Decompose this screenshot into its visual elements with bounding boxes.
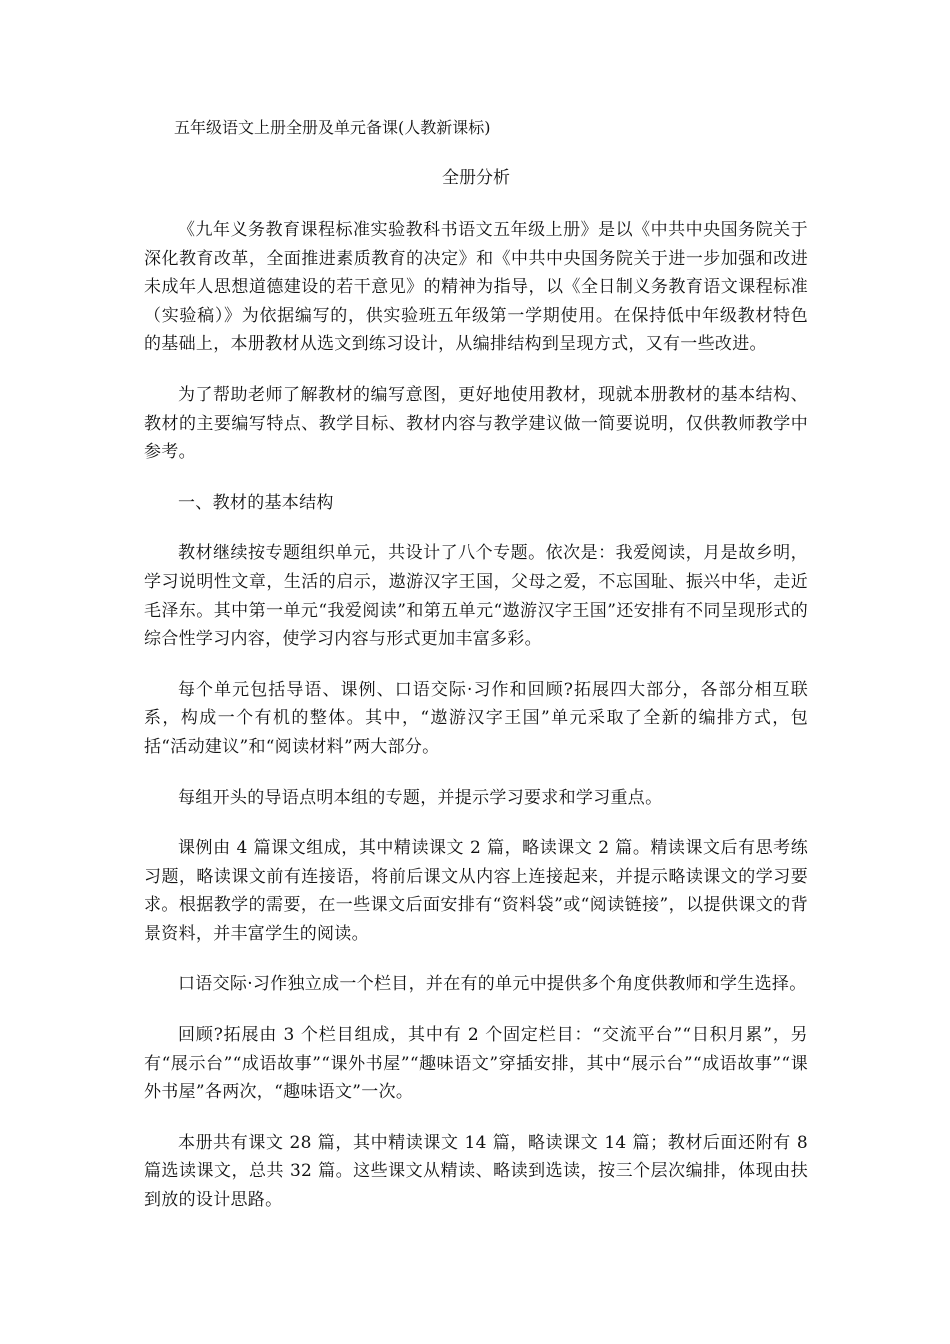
- paragraph-intro: 《九年义务教育课程标准实验教科书语文五年级上册》是以《中共中央国务院关于深化教育改革，全面推进素质教育的决定》和《中共中央国务院关于进一步加强和改进未成年人思想道德建设的若干意见》的精神为指导，以《全日制义务教育语文课程标准（实验稿）》为依据编写的，供实验班五年级第一学期使用。在保持低中年级教材特色的基础上，本册教材从选文到练习设计，从编排结构到呈现方式，又有一些改进。: [144, 220, 808, 355]
- paragraph-count: 本册共有课文 28 篇，其中精读课文 14 篇，略读课文 14 篇；教材后面还附有 8 篇选读课文，总共 32 篇。这些课文从精读、略读到选读，按三个层次编排，体现由扶到放的设计思路。: [144, 1132, 808, 1211]
- paragraph-purpose: 为了帮助老师了解教材的编写意图，更好地使用教材，现就本册教材的基本结构、教材的主要编写特点、教学目标、教材内容与教学建议做一简要说明，仅供教师教学中参考。: [144, 384, 808, 463]
- paragraph-oral-writing: 口语交际·习作独立成一个栏目，并在有的单元中提供多个角度供教师和学生选择。: [178, 974, 807, 995]
- document-title: 五年级语文上册全册及单元备课(人教新课标): [174, 118, 491, 137]
- paragraph-units: 教材继续按专题组织单元，共设计了八个专题。依次是：我爱阅读，月是故乡明，学习说明性文章，生活的启示，遨游汉字王国，父母之爱，不忘国耻、振兴中华，走近毛泽东。其中第一单元“我爱阅读”和第五单元“遨游汉字王国”还安排有不同呈现形式的综合性学习内容，使学习内容与形式更加丰富多彩。: [144, 543, 808, 650]
- document-body: [144, 116, 808, 1215]
- paragraph-guide: 每组开头的导语点明本组的专题，并提示学习要求和学习重点。: [178, 787, 663, 808]
- subsection-heading: 一、教材的基本结构: [178, 492, 334, 513]
- paragraph-review: 回顾?拓展由 3 个栏目组成，其中有 2 个固定栏目：“交流平台”“日积月累”，另有“展示台”“成语故事”“课外书屋”“趣味语文”穿插安排，其中“展示台”“成语故事”“课外书屋”各两次，“趣味语文”一次。: [144, 1025, 808, 1103]
- paragraph-unit-parts: 每个单元包括导语、课例、口语交际·习作和回顾?拓展四大部分，各部分相互联系，构成一个有机的整体。其中，“遨游汉字王国”单元采取了全新的编排方式，包括“活动建议”和“阅读材料”两大部分。: [144, 679, 808, 757]
- paragraph-lessons: 课例由 4 篇课文组成，其中精读课文 2 篇，略读课文 2 篇。精读课文后有思考练习题，略读课文前有连接语，将前后课文从内容上连接起来，并提示略读课文的学习要求。根据教学的需要，在一些课文后面安排有“资料袋”或“阅读链接”，以提供课文的背景资料，并丰富学生的阅读。: [144, 838, 808, 944]
- section-title: 全册分析: [442, 168, 510, 188]
